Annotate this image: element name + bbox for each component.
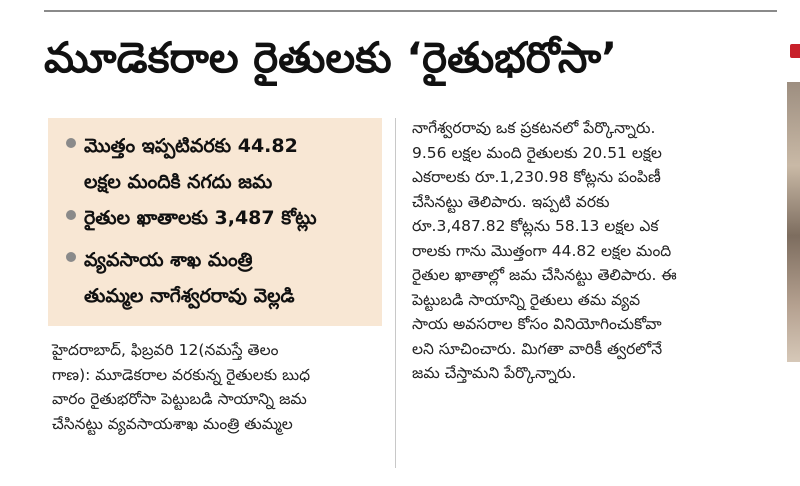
top-rule: [44, 10, 777, 12]
bullet-icon: [66, 210, 76, 220]
text-line: 9.56 లక్షల మంది రైతులకు 20.51 లక్షల: [412, 143, 662, 162]
text-line: నాగేశ్వరరావు ఒక ప్రకటనలో పేర్కొన్నారు.: [412, 119, 656, 137]
bullet-icon: [66, 138, 76, 148]
highlight-line: తుమ్మల నాగేశ్వరరావు వెల్లడి: [84, 285, 295, 307]
text-line: రైతుల ఖాతాల్లో జమ చేసినట్టు తెలిపారు. ఈ: [412, 266, 677, 284]
text-line: రూ.3,487.82 కోట్లను 58.13 లక్షల ఎక: [412, 217, 659, 235]
highlight-line: రైతుల ఖాతాలకు 3,487 కోట్లు: [84, 207, 317, 229]
cropped-photo-edge: [787, 82, 800, 362]
text-line: జమ చేస్తామని పేర్కొన్నారు.: [412, 364, 577, 382]
highlight-line: లక్షల మందికి నగదు జమ: [84, 171, 273, 193]
text-line: పెట్టుబడి సాయాన్ని రైతులు తమ వ్యవ: [412, 290, 641, 309]
text-line: రాలకు గాను మొత్తంగా 44.82 లక్షల మంది: [412, 241, 672, 260]
text-line: హైదరాబాద్, ఫిబ్రవరి 12(నమస్తే తెలం: [52, 341, 279, 359]
highlights-box: [48, 118, 382, 326]
text-line: లని సూచించారు. మిగతా వారికీ త్వరలోనే: [412, 339, 663, 358]
bullet-icon: [66, 252, 76, 262]
highlight-item: [66, 242, 295, 314]
text-line: గాణ): మూడెకరాల వరకున్న రైతులకు బుధ: [52, 365, 311, 384]
highlight-item: [66, 200, 317, 236]
right-column-text: [412, 116, 784, 386]
text-line: చేసినట్టు తెలిపారు. ఇప్పటి వరకు: [412, 192, 610, 211]
left-column-text: [52, 338, 386, 436]
column-divider: [395, 118, 396, 468]
text-line: వారం రైతుభరోసా పెట్టుబడి సాయాన్ని జమ: [52, 390, 307, 408]
highlight-line: మొత్తం ఇప్పటివరకు 44.82: [84, 135, 298, 157]
highlight-item: [66, 128, 298, 200]
text-line: సాయ అవసరాల కోసం వినియోగించుకోవా: [412, 315, 662, 333]
red-marker: [790, 44, 800, 58]
text-line: ఎకరాలకు రూ.1,230.98 కోట్లను పంపిణీ: [412, 168, 661, 186]
text-line: చేసినట్టు వ్యవసాయశాఖ మంత్రి తుమ్మల: [52, 414, 293, 433]
article-headline: మూడెకరాల రైతులకు ‘రైతుభరోసా’: [44, 33, 618, 82]
highlight-line: వ్యవసాయ శాఖ మంత్రి: [84, 249, 253, 271]
